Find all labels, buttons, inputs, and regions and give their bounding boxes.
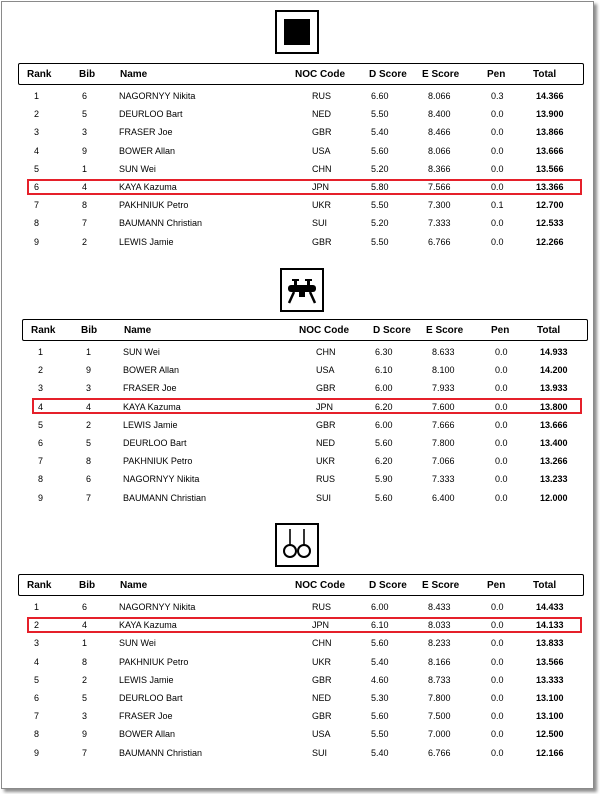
cell-name: BOWER Allan bbox=[119, 729, 176, 740]
cell-d: 6.00 bbox=[375, 383, 393, 394]
table-row bbox=[22, 379, 588, 397]
cell-e: 7.933 bbox=[432, 383, 455, 394]
cell-name: NAGORNYY Nikita bbox=[123, 474, 200, 485]
cell-d: 5.40 bbox=[371, 127, 389, 138]
cell-total: 12.266 bbox=[536, 236, 564, 247]
cell-name: PAKHNIUK Petro bbox=[123, 456, 193, 467]
cell-pen: 0.0 bbox=[495, 456, 508, 467]
table-row bbox=[22, 398, 588, 416]
cell-d: 5.20 bbox=[371, 218, 389, 229]
cell-total: 14.366 bbox=[536, 91, 564, 101]
cell-d: 5.80 bbox=[371, 182, 389, 192]
cell-name: NAGORNYY Nikita bbox=[119, 602, 196, 612]
cell-name: FRASER Joe bbox=[119, 711, 173, 722]
cell-pen: 0.0 bbox=[491, 145, 504, 156]
cell-d: 5.60 bbox=[371, 638, 389, 649]
cell-bib: 3 bbox=[86, 383, 92, 394]
table-row bbox=[22, 470, 588, 488]
cell-pen: 0.0 bbox=[495, 474, 508, 485]
col-d-score: D Score bbox=[369, 580, 407, 591]
cell-e: 7.333 bbox=[428, 218, 451, 229]
cell-rank: 5 bbox=[34, 674, 40, 685]
cell-total: 13.666 bbox=[540, 419, 568, 430]
cell-pen: 0.0 bbox=[491, 620, 504, 631]
cell-rank: 3 bbox=[38, 383, 44, 394]
cell-pen: 0.0 bbox=[491, 638, 504, 649]
cell-noc: USA bbox=[316, 365, 335, 376]
cell-total: 13.366 bbox=[536, 182, 564, 192]
cell-bib: 3 bbox=[82, 127, 88, 138]
table-row bbox=[18, 616, 584, 634]
col-bib: Bib bbox=[79, 580, 96, 591]
col-pen: Pen bbox=[487, 580, 506, 591]
cell-rank: 6 bbox=[38, 438, 44, 448]
cell-rank: 5 bbox=[34, 163, 40, 174]
table-row bbox=[22, 489, 588, 507]
col-noc: NOC Code bbox=[299, 325, 349, 336]
cell-pen: 0.3 bbox=[491, 91, 504, 101]
table-row bbox=[22, 343, 588, 361]
cell-e: 7.666 bbox=[432, 419, 455, 430]
col-rank: Rank bbox=[27, 69, 52, 80]
table-row bbox=[18, 105, 584, 123]
cell-total: 13.900 bbox=[536, 109, 564, 120]
cell-e: 8.166 bbox=[428, 656, 451, 667]
cell-noc: CHN bbox=[312, 638, 332, 649]
cell-noc: SUI bbox=[312, 747, 328, 758]
cell-rank: 4 bbox=[34, 145, 40, 156]
cell-rank: 9 bbox=[34, 236, 40, 247]
cell-noc: NED bbox=[312, 109, 332, 120]
cell-total: 14.433 bbox=[536, 602, 564, 612]
table-row bbox=[22, 452, 588, 470]
cell-total: 13.266 bbox=[540, 456, 568, 467]
cell-bib: 1 bbox=[86, 347, 92, 357]
cell-noc: JPN bbox=[312, 182, 330, 192]
cell-name: LEWIS Jamie bbox=[119, 674, 174, 685]
cell-bib: 6 bbox=[82, 602, 88, 612]
col-total: Total bbox=[533, 69, 557, 80]
table-row bbox=[18, 178, 584, 196]
cell-noc: GBR bbox=[316, 419, 336, 430]
cell-noc: GBR bbox=[312, 127, 332, 138]
cell-total: 12.000 bbox=[540, 492, 568, 503]
cell-rank: 2 bbox=[38, 365, 44, 376]
cell-name: FRASER Joe bbox=[119, 127, 173, 138]
cell-d: 5.60 bbox=[375, 438, 393, 448]
cell-total: 13.100 bbox=[536, 711, 564, 722]
cell-noc: RUS bbox=[316, 474, 336, 485]
cell-pen: 0.0 bbox=[495, 401, 508, 412]
cell-bib: 1 bbox=[82, 163, 88, 174]
col-d-score: D Score bbox=[373, 325, 411, 336]
cell-rank: 9 bbox=[34, 747, 40, 758]
cell-pen: 0.0 bbox=[491, 236, 504, 247]
cell-total: 12.533 bbox=[536, 218, 564, 229]
cell-d: 5.30 bbox=[371, 693, 389, 703]
cell-e: 6.400 bbox=[432, 492, 455, 503]
cell-rank: 1 bbox=[34, 91, 40, 101]
cell-rank: 8 bbox=[34, 218, 40, 229]
cell-noc: GBR bbox=[316, 383, 336, 394]
col-name: Name bbox=[120, 580, 148, 591]
cell-bib: 9 bbox=[82, 729, 88, 740]
cell-total: 14.133 bbox=[536, 620, 564, 631]
cell-rank: 1 bbox=[38, 347, 44, 357]
cell-name: KAYA Kazuma bbox=[119, 182, 177, 192]
col-total: Total bbox=[537, 325, 561, 336]
cell-rank: 4 bbox=[34, 656, 40, 667]
cell-rank: 6 bbox=[34, 182, 40, 192]
col-e-score: E Score bbox=[422, 69, 460, 80]
cell-total: 12.166 bbox=[536, 747, 564, 758]
cell-d: 5.60 bbox=[371, 145, 389, 156]
col-noc: NOC Code bbox=[295, 69, 345, 80]
cell-name: KAYA Kazuma bbox=[119, 620, 177, 631]
cell-bib: 4 bbox=[82, 182, 88, 192]
cell-bib: 4 bbox=[82, 620, 88, 631]
cell-pen: 0.0 bbox=[491, 602, 504, 612]
cell-bib: 5 bbox=[82, 109, 88, 120]
cell-name: BAUMANN Christian bbox=[123, 492, 207, 503]
cell-pen: 0.1 bbox=[491, 200, 504, 211]
cell-e: 8.100 bbox=[432, 365, 455, 376]
cell-bib: 2 bbox=[82, 236, 88, 247]
cell-bib: 2 bbox=[82, 674, 88, 685]
cell-d: 5.50 bbox=[371, 200, 389, 211]
col-pen: Pen bbox=[491, 325, 510, 336]
cell-d: 5.40 bbox=[371, 656, 389, 667]
cell-rank: 3 bbox=[34, 127, 40, 138]
cell-total: 13.233 bbox=[540, 474, 568, 485]
cell-total: 13.666 bbox=[536, 145, 564, 156]
cell-noc: UKR bbox=[312, 200, 332, 211]
cell-name: KAYA Kazuma bbox=[123, 401, 181, 412]
cell-e: 7.000 bbox=[428, 729, 451, 740]
cell-name: NAGORNYY Nikita bbox=[119, 91, 196, 101]
col-name: Name bbox=[124, 325, 152, 336]
table-row bbox=[18, 196, 584, 214]
cell-pen: 0.0 bbox=[491, 218, 504, 229]
pommel-horse-icon bbox=[280, 268, 324, 312]
cell-total: 13.100 bbox=[536, 693, 564, 703]
cell-bib: 9 bbox=[82, 145, 88, 156]
cell-rank: 6 bbox=[34, 693, 40, 703]
cell-rank: 2 bbox=[34, 620, 40, 631]
cell-e: 8.433 bbox=[428, 602, 451, 612]
cell-pen: 0.0 bbox=[495, 419, 508, 430]
cell-e: 8.733 bbox=[428, 674, 451, 685]
table-row bbox=[18, 671, 584, 689]
cell-e: 7.333 bbox=[432, 474, 455, 485]
cell-rank: 8 bbox=[34, 729, 40, 740]
cell-noc: CHN bbox=[312, 163, 332, 174]
cell-name: LEWIS Jamie bbox=[123, 419, 178, 430]
cell-rank: 3 bbox=[34, 638, 40, 649]
cell-name: BOWER Allan bbox=[119, 145, 176, 156]
cell-e: 7.800 bbox=[432, 438, 455, 448]
table-row bbox=[18, 214, 584, 232]
cell-name: BAUMANN Christian bbox=[119, 747, 203, 758]
col-bib: Bib bbox=[81, 325, 98, 336]
cell-name: DEURLOO Bart bbox=[123, 438, 187, 448]
cell-d: 6.00 bbox=[371, 602, 389, 612]
table-row bbox=[18, 598, 584, 616]
cell-pen: 0.0 bbox=[491, 656, 504, 667]
cell-d: 5.20 bbox=[371, 163, 389, 174]
table-row bbox=[18, 233, 584, 251]
cell-noc: GBR bbox=[312, 236, 332, 247]
col-rank: Rank bbox=[31, 325, 56, 336]
cell-name: PAKHNIUK Petro bbox=[119, 200, 189, 211]
cell-total: 13.866 bbox=[536, 127, 564, 138]
cell-rank: 7 bbox=[38, 456, 44, 467]
cell-name: BAUMANN Christian bbox=[119, 218, 203, 229]
cell-e: 7.066 bbox=[432, 456, 455, 467]
cell-total: 14.200 bbox=[540, 365, 568, 376]
cell-pen: 0.0 bbox=[491, 127, 504, 138]
cell-pen: 0.0 bbox=[491, 182, 504, 192]
cell-e: 8.466 bbox=[428, 127, 451, 138]
cell-noc: JPN bbox=[316, 401, 334, 412]
cell-bib: 3 bbox=[82, 711, 88, 722]
cell-rank: 7 bbox=[34, 711, 40, 722]
cell-noc: NED bbox=[312, 693, 332, 703]
cell-noc: GBR bbox=[312, 674, 332, 685]
table-row bbox=[18, 653, 584, 671]
cell-e: 7.300 bbox=[428, 200, 451, 211]
cell-rank: 2 bbox=[34, 109, 40, 120]
cell-bib: 8 bbox=[82, 656, 88, 667]
col-noc: NOC Code bbox=[295, 580, 345, 591]
cell-total: 13.566 bbox=[536, 656, 564, 667]
table-row bbox=[18, 689, 584, 707]
col-e-score: E Score bbox=[422, 580, 460, 591]
col-d-score: D Score bbox=[369, 69, 407, 80]
table-row bbox=[22, 361, 588, 379]
cell-name: DEURLOO Bart bbox=[119, 693, 183, 703]
cell-name: SUN Wei bbox=[119, 163, 156, 174]
cell-noc: RUS bbox=[312, 602, 332, 612]
cell-e: 7.600 bbox=[432, 401, 455, 412]
results-header bbox=[18, 63, 584, 85]
cell-bib: 2 bbox=[86, 419, 92, 430]
cell-bib: 8 bbox=[82, 200, 88, 211]
col-name: Name bbox=[120, 69, 148, 80]
cell-rank: 9 bbox=[38, 492, 44, 503]
table-row bbox=[22, 416, 588, 434]
results-header bbox=[22, 319, 588, 341]
cell-name: SUN Wei bbox=[123, 347, 160, 357]
cell-name: BOWER Allan bbox=[123, 365, 180, 376]
cell-e: 8.366 bbox=[428, 163, 451, 174]
cell-e: 8.633 bbox=[432, 347, 455, 357]
cell-pen: 0.0 bbox=[491, 711, 504, 722]
cell-d: 5.50 bbox=[371, 236, 389, 247]
cell-d: 6.20 bbox=[375, 456, 393, 467]
cell-d: 6.00 bbox=[375, 419, 393, 430]
cell-d: 5.90 bbox=[375, 474, 393, 485]
cell-noc: NED bbox=[316, 438, 336, 448]
cell-d: 6.20 bbox=[375, 401, 393, 412]
cell-bib: 5 bbox=[82, 693, 88, 703]
table-row bbox=[18, 707, 584, 725]
cell-rank: 7 bbox=[34, 200, 40, 211]
cell-d: 6.30 bbox=[375, 347, 393, 357]
cell-name: PAKHNIUK Petro bbox=[119, 656, 189, 667]
cell-d: 6.10 bbox=[371, 620, 389, 631]
col-bib: Bib bbox=[79, 69, 96, 80]
cell-bib: 5 bbox=[86, 438, 92, 448]
col-rank: Rank bbox=[27, 580, 52, 591]
cell-e: 6.766 bbox=[428, 236, 451, 247]
floor-exercise-icon bbox=[275, 10, 319, 54]
cell-pen: 0.0 bbox=[491, 674, 504, 685]
cell-bib: 6 bbox=[86, 474, 92, 485]
cell-total: 13.933 bbox=[540, 383, 568, 394]
cell-d: 5.60 bbox=[375, 492, 393, 503]
cell-pen: 0.0 bbox=[491, 163, 504, 174]
cell-name: SUN Wei bbox=[119, 638, 156, 649]
cell-d: 4.60 bbox=[371, 674, 389, 685]
cell-noc: USA bbox=[312, 145, 331, 156]
cell-bib: 9 bbox=[86, 365, 92, 376]
cell-e: 8.233 bbox=[428, 638, 451, 649]
cell-total: 13.333 bbox=[536, 674, 564, 685]
cell-bib: 6 bbox=[82, 91, 88, 101]
cell-e: 8.400 bbox=[428, 109, 451, 120]
cell-rank: 8 bbox=[38, 474, 44, 485]
cell-rank: 5 bbox=[38, 419, 44, 430]
cell-d: 5.50 bbox=[371, 109, 389, 120]
table-row bbox=[18, 142, 584, 160]
cell-noc: UKR bbox=[312, 656, 332, 667]
cell-pen: 0.0 bbox=[491, 693, 504, 703]
cell-total: 13.800 bbox=[540, 401, 568, 412]
cell-d: 6.60 bbox=[371, 91, 389, 101]
cell-e: 7.800 bbox=[428, 693, 451, 703]
cell-pen: 0.0 bbox=[495, 383, 508, 394]
cell-total: 14.933 bbox=[540, 347, 568, 357]
cell-d: 5.50 bbox=[371, 729, 389, 740]
cell-bib: 7 bbox=[86, 492, 92, 503]
cell-e: 8.033 bbox=[428, 620, 451, 631]
col-total: Total bbox=[533, 580, 557, 591]
cell-noc: UKR bbox=[316, 456, 336, 467]
col-e-score: E Score bbox=[426, 325, 464, 336]
cell-d: 6.10 bbox=[375, 365, 393, 376]
table-row bbox=[18, 725, 584, 743]
cell-noc: USA bbox=[312, 729, 331, 740]
cell-e: 7.500 bbox=[428, 711, 451, 722]
cell-noc: CHN bbox=[316, 347, 336, 357]
results-header bbox=[18, 574, 584, 596]
cell-e: 6.766 bbox=[428, 747, 451, 758]
cell-pen: 0.0 bbox=[495, 492, 508, 503]
table-row bbox=[18, 87, 584, 105]
cell-bib: 4 bbox=[86, 401, 92, 412]
cell-pen: 0.0 bbox=[495, 365, 508, 376]
cell-noc: RUS bbox=[312, 91, 332, 101]
col-pen: Pen bbox=[487, 69, 506, 80]
table-row bbox=[18, 634, 584, 652]
cell-rank: 1 bbox=[34, 602, 40, 612]
cell-noc: JPN bbox=[312, 620, 330, 631]
cell-d: 5.60 bbox=[371, 711, 389, 722]
cell-total: 13.566 bbox=[536, 163, 564, 174]
table-row bbox=[18, 123, 584, 141]
cell-pen: 0.0 bbox=[491, 729, 504, 740]
cell-e: 7.566 bbox=[428, 182, 451, 192]
cell-rank: 4 bbox=[38, 401, 44, 412]
rings-icon bbox=[275, 523, 319, 567]
cell-e: 8.066 bbox=[428, 145, 451, 156]
cell-pen: 0.0 bbox=[491, 747, 504, 758]
cell-total: 13.400 bbox=[540, 438, 568, 448]
cell-noc: GBR bbox=[312, 711, 332, 722]
cell-name: DEURLOO Bart bbox=[119, 109, 183, 120]
cell-name: FRASER Joe bbox=[123, 383, 177, 394]
cell-pen: 0.0 bbox=[495, 347, 508, 357]
cell-e: 8.066 bbox=[428, 91, 451, 101]
cell-pen: 0.0 bbox=[495, 438, 508, 448]
cell-noc: SUI bbox=[312, 218, 328, 229]
cell-name: LEWIS Jamie bbox=[119, 236, 174, 247]
cell-pen: 0.0 bbox=[491, 109, 504, 120]
cell-total: 13.833 bbox=[536, 638, 564, 649]
table-row bbox=[18, 744, 584, 762]
cell-bib: 8 bbox=[86, 456, 92, 467]
cell-d: 5.40 bbox=[371, 747, 389, 758]
cell-total: 12.500 bbox=[536, 729, 564, 740]
cell-noc: SUI bbox=[316, 492, 332, 503]
table-row bbox=[22, 434, 588, 452]
table-row bbox=[18, 160, 584, 178]
cell-bib: 7 bbox=[82, 218, 88, 229]
cell-total: 12.700 bbox=[536, 200, 564, 211]
cell-bib: 7 bbox=[82, 747, 88, 758]
cell-bib: 1 bbox=[82, 638, 88, 649]
